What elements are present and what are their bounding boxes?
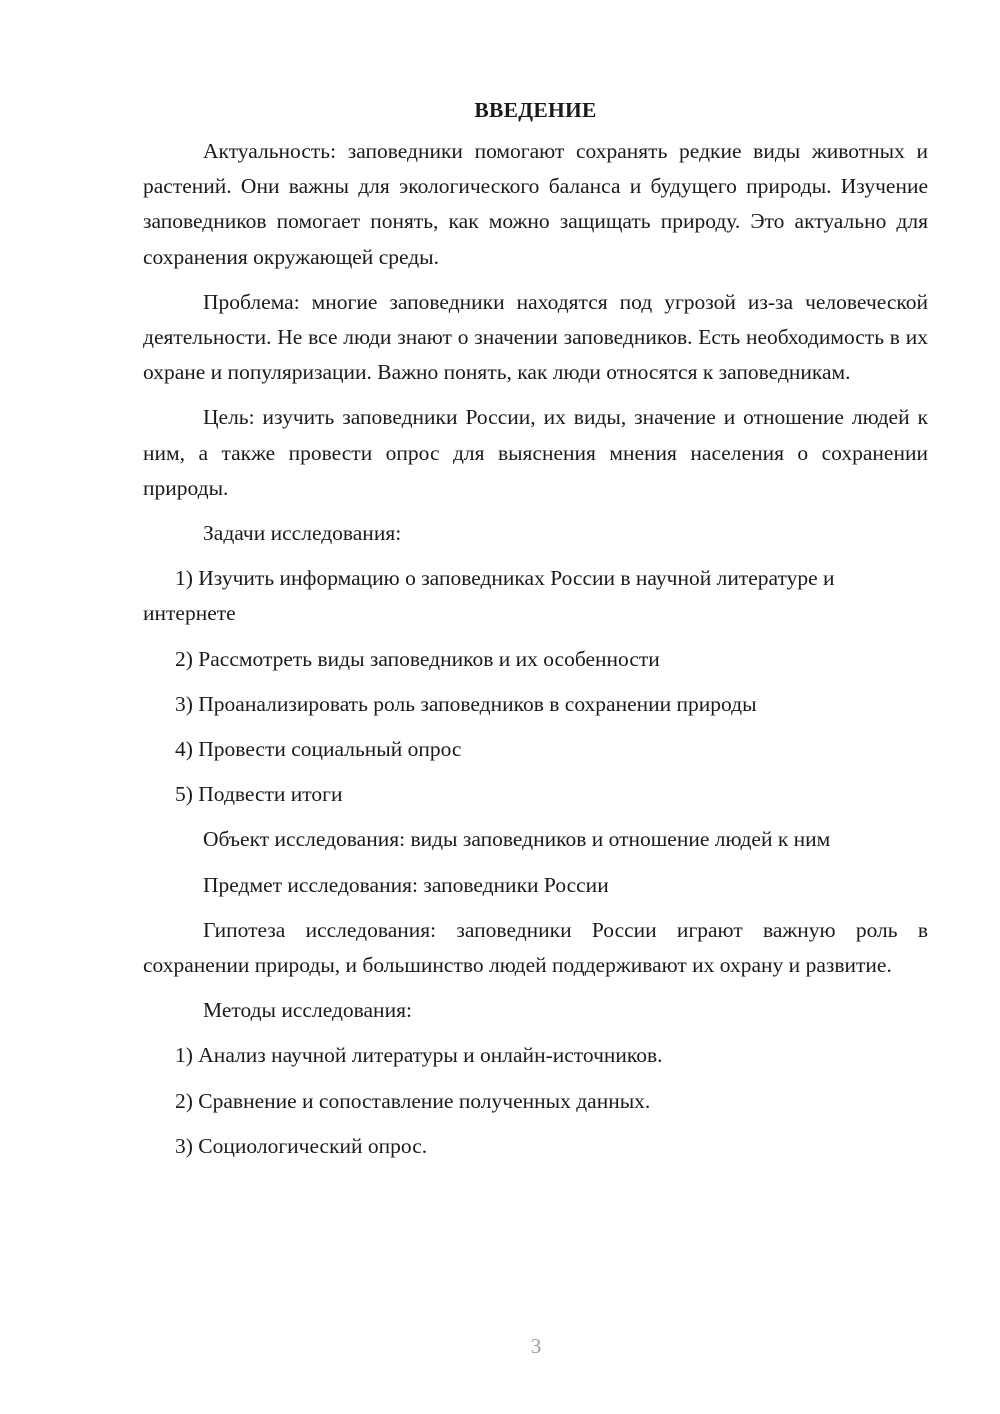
task-item: 3) Проанализировать роль заповедников в сохранении природы [175, 691, 757, 716]
goal-paragraph: Цель: изучить заповедники России, их виды, значение и отношение людей к ним, а также провести опрос для выяснения мнения населения о сохранении природы. [143, 405, 928, 500]
task-item: 1) Изучить информацию о заповедниках России в научной литературе и интернете [143, 566, 835, 626]
tasks-heading: Задачи исследования: [203, 521, 402, 546]
methods-heading: Методы исследования: [203, 998, 412, 1023]
tasks-list [143, 561, 928, 812]
method-item: 1) Анализ научной литературы и онлайн-источников. [175, 1043, 663, 1068]
research-object: Объект исследования: виды заповедников и отношение людей к ним [203, 827, 831, 852]
hypothesis-paragraph: Гипотеза исследования: заповедники России играют важную роль в сохранении природы, и большинство людей поддерживают их охрану и развитие. [143, 917, 928, 978]
task-item: 2) Рассмотреть виды заповедников и их особенности [175, 646, 660, 671]
page-number: 3 [530, 1334, 542, 1358]
research-subject: Предмет исследования: заповедники России [203, 872, 609, 897]
method-item: 2) Сравнение и сопоставление полученных данных. [175, 1088, 651, 1113]
method-item: 3) Социологический опрос. [175, 1133, 428, 1158]
relevance-paragraph: Актуальность: заповедники помогают сохранять редкие виды животных и растений. Они важны для экологического баланса и будущего природы. Изучение заповедников помогает понять, как можно защищать природу. Это актуально для сохранения окружающей среды. [143, 139, 928, 269]
task-item: 5) Подвести итоги [175, 782, 343, 807]
section-title: ВВЕДЕНИЕ [474, 98, 597, 122]
task-item: 4) Провести социальный опрос [175, 737, 462, 762]
methods-list [143, 1038, 928, 1164]
page-content [143, 93, 928, 1174]
problem-paragraph: Проблема: многие заповедники находятся под угрозой из-за человеческой деятельности. Не все люди знают о значении заповедников. Есть необходимость в их охране и популяризации. Важно понять, как люди относятся к заповедникам. [143, 289, 928, 385]
